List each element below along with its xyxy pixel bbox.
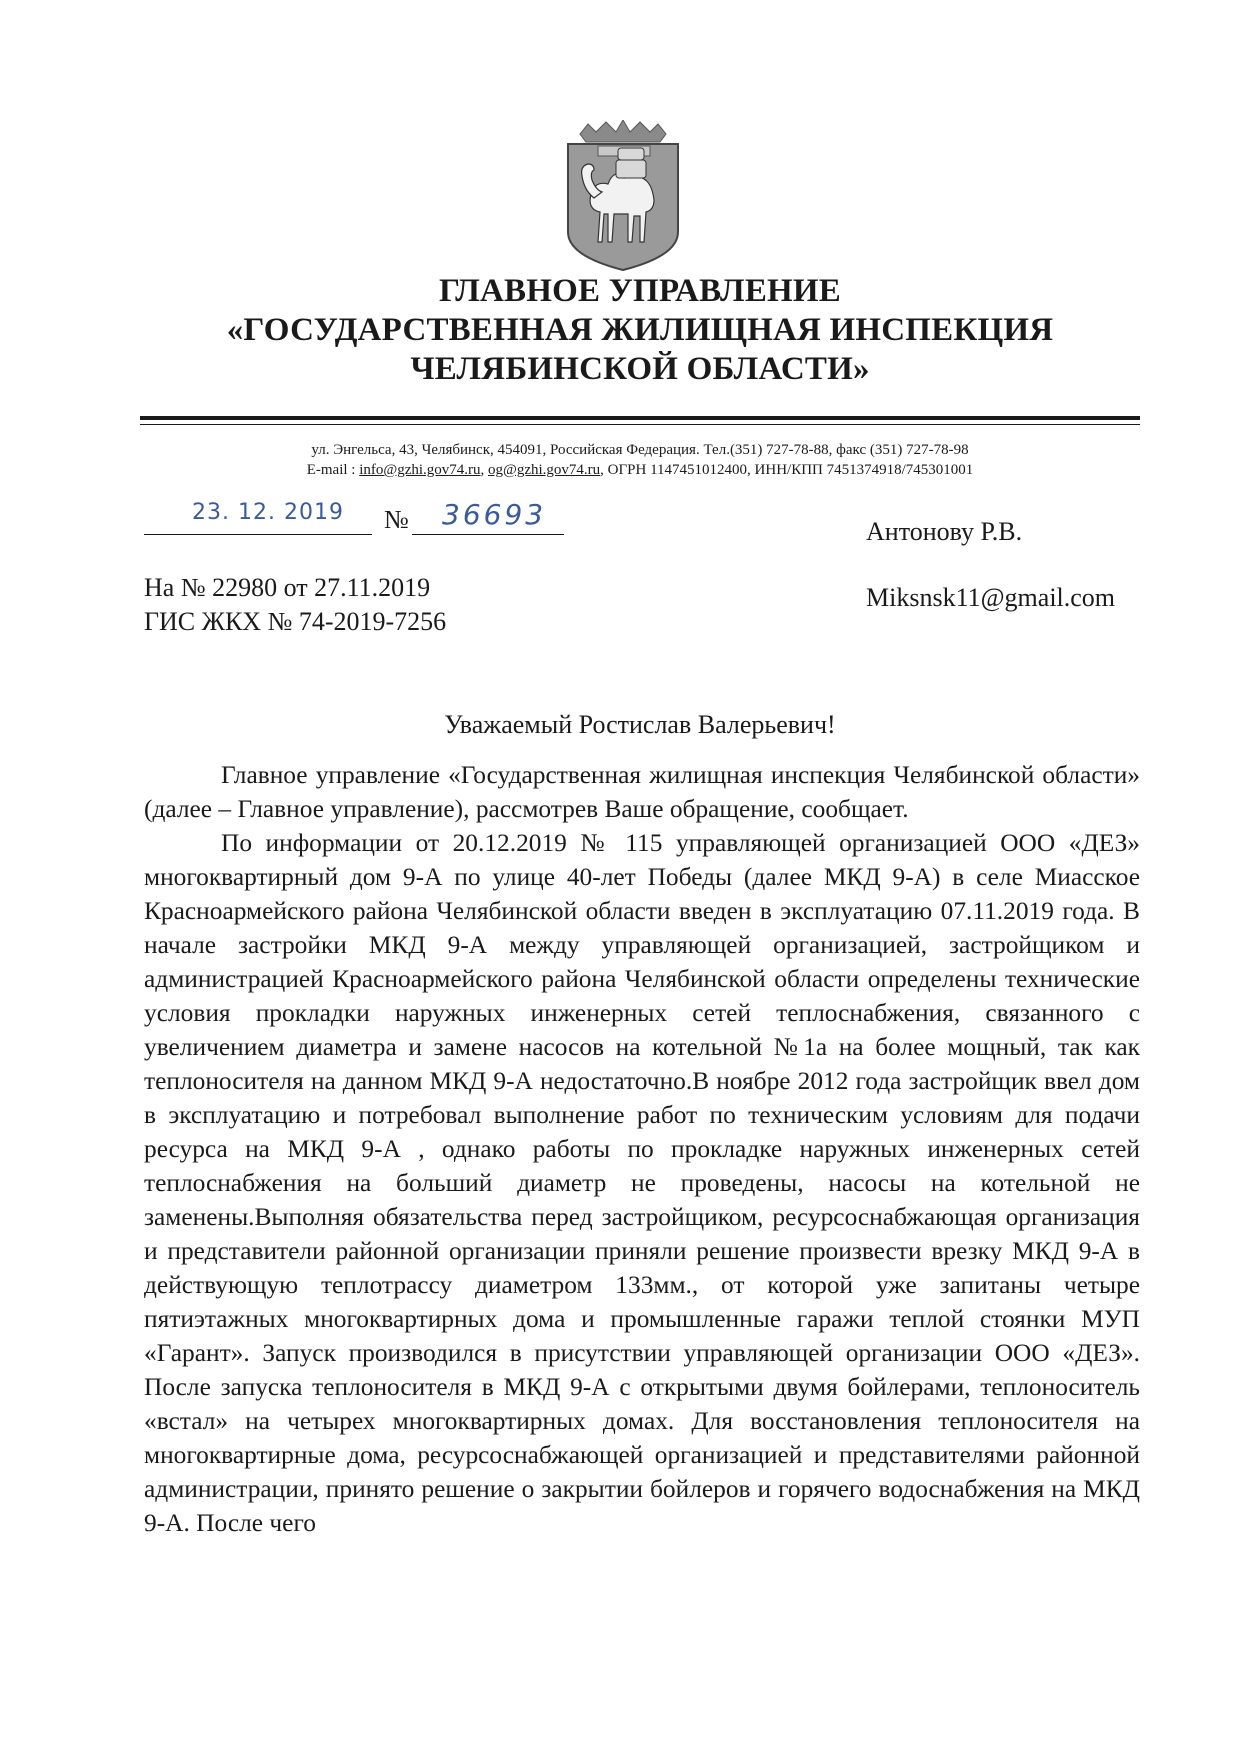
recipient-name: Антонову Р.В. (866, 517, 1023, 546)
contact-address: ул. Энгельса, 43, Челябинск, 454091, Российская Федерация. Тел.(351) 727-78-88, факс (351) 727-78-98 (311, 442, 969, 458)
org-title-line2: «ГОСУДАРСТВЕННАЯ ЖИЛИЩНАЯ ИНСПЕКЦИЯ (226, 312, 1054, 348)
reference-line2: ГИС ЖКХ № 74-2019-7256 (144, 607, 447, 636)
email-link-info[interactable]: info@gzhi.gov74.ru (359, 462, 481, 478)
chelyabinsk-camel-coat-of-arms-icon (560, 120, 686, 274)
contact-email-prefix: E-mail : (306, 462, 360, 478)
registration-number: 36693 (442, 498, 547, 531)
header-divider-thin (140, 424, 1140, 425)
org-title-line1: ГЛАВНОЕ УПРАВЛЕНИЕ (438, 273, 841, 309)
contact-registration-info (140, 460, 1140, 480)
header-divider-thick (140, 416, 1140, 420)
email-separator: , (480, 462, 489, 478)
recipient-email: Miksnsk11@gmail.com (866, 583, 1116, 612)
email-link-og[interactable]: og@gzhi.gov74.ru (488, 462, 601, 478)
org-title-line3: ЧЕЛЯБИНСКОЙ ОБЛАСТИ» (410, 351, 870, 387)
contact-ogrn-inn: , ОГРН 1147451012400, ИНН/КПП 7451374918/745301001 (600, 462, 974, 478)
reference-line1: На № 22980 от 27.11.2019 (144, 573, 431, 602)
number-sign: № (384, 505, 409, 534)
number-underline (412, 534, 564, 535)
salutation: Уважаемый Ростислав Валерьевич! (444, 710, 836, 739)
body-paragraph-1: Главное управление «Государственная жилищная инспекция Челябинской области» (далее – Главное управление), рассмотрев Ваше обращение, сообщает. (144, 761, 1140, 823)
date-underline (144, 534, 372, 535)
body-paragraph-2: По информации от 20.12.2019 № 115 управляющей организацией ООО «ДЕЗ» многоквартирный дом 9-А по улице 40-лет Победы (далее МКД 9-А) в селе Миасское Красноармейского района Челябинской области введен в эксплуатацию 07.11.2019 года. В начале застройки МКД 9-А между управляющей организацией, застройщиком и администрацией Красноармейского района Челябинской области определены технические условия прокладки наружных инженерных сетей теплоснабжения, связанного с увеличением диаметра и замене насосов на котельной №1а на более мощный, так как теплоносителя на данном МКД 9-А недостаточно.В ноябре 2012 года застройщик ввел дом в эксплуатацию и потребовал выполнение работ по техническим условиям для подачи ресурса на МКД 9-А , однако работы по прокладке наружных инженерных сетей теплоснабжения на больший диаметр не проведены, насосы на котельной не заменены.Выполняя обязательства перед застройщиком, ресурсоснабжающая организация и представители районной организации приняли решение произвести врезку МКД 9-А в действующую теплотрассу диаметром 133мм., от которой уже запитаны четыре пятиэтажных многоквартирных дома и промышленные гаражи теплой стоянки МУП «Гарант». Запуск производился в присутствии управляющей организации ООО «ДЕЗ». После запуска теплоносителя в МКД 9-А с открытыми двумя бойлерами, теплоноситель «встал» на четырех многоквартирных домах. Для восстановления теплоносителя на многоквартирные дома, ресурсоснабжающей организацией и представителями районной администрации, принято решение о закрытии бойлеров и горячего водоснабжения на МКД 9-А. После чего (144, 829, 1140, 1537)
registration-date: 23. 12. 2019 (192, 500, 344, 525)
letter-body (144, 758, 1140, 1540)
